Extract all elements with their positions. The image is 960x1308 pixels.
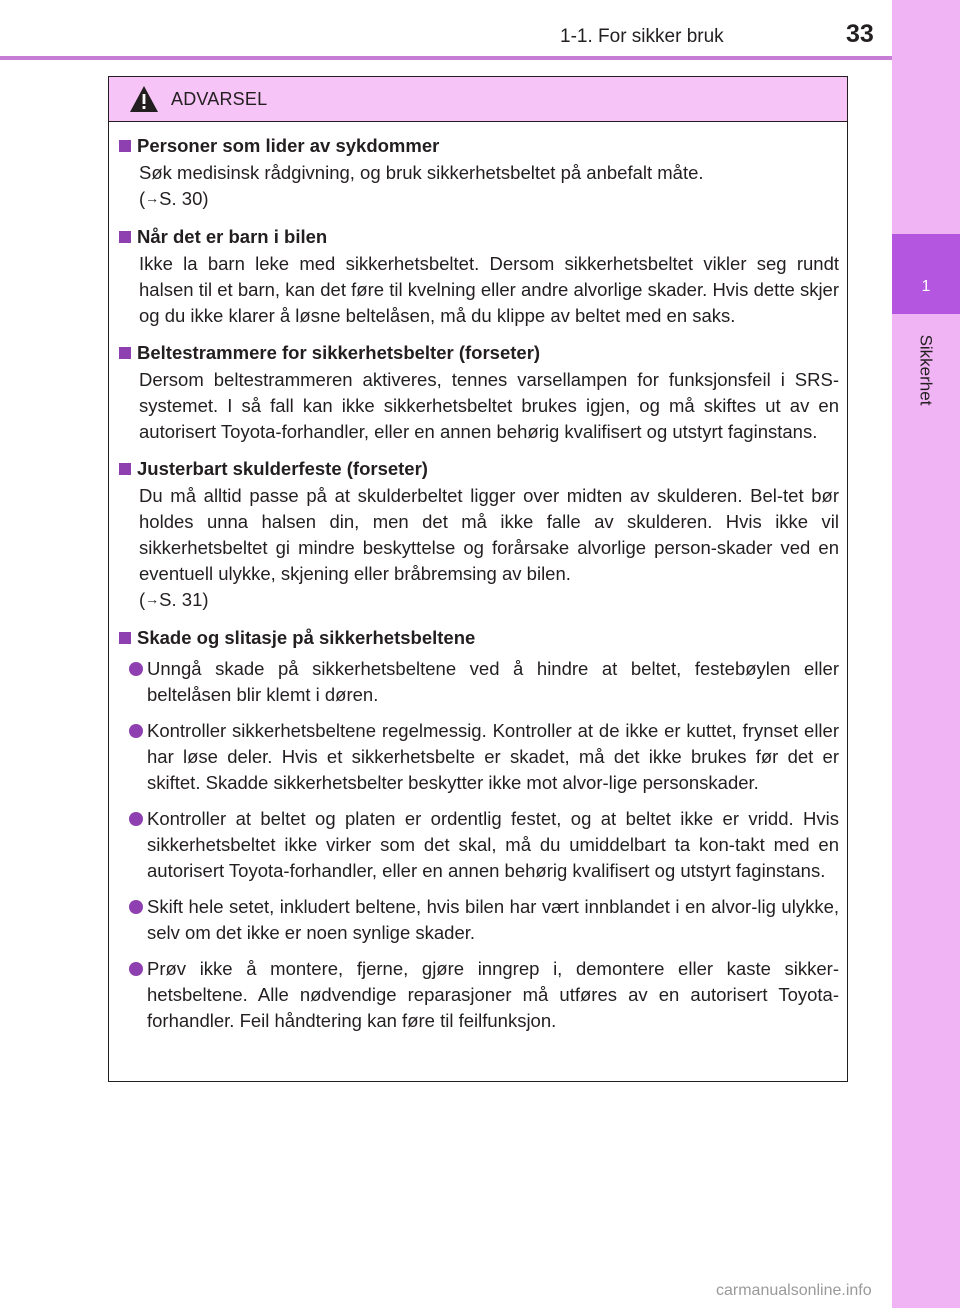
topic-children — [119, 223, 839, 329]
list-item — [129, 956, 839, 1034]
warning-label: ADVARSEL — [171, 88, 268, 109]
topic-text: Ikke la barn leke med sikkerhetsbeltet. Dersom sikkerhetsbeltet vikler seg rundt halsen til et barn, kan det føre til kvelning eller andre alvorlige skader. Hvis dette skjer og du ikke klarer å løsne beltelåsen, må du klippe av beltet med en saks. — [139, 253, 839, 326]
topic-text: Dersom beltestrammeren aktiveres, tennes varsellampen for funksjonsfeil i SRS-systemet. I så fall kan ikke sikkerhetsbeltet brukes igjen, og må skiftes ut av en autorisert Toyota-forhandler, eller en annen behørig kvalifisert og utstyrt faginstans. — [139, 369, 839, 442]
warning-box — [108, 76, 848, 1082]
topic-heading: Når det er barn i bilen — [137, 226, 328, 247]
topic-heading: Beltestrammere for sikkerhetsbelter (forseter) — [137, 342, 541, 363]
list-item — [129, 806, 839, 884]
topic-heading: Personer som lider av sykdommer — [137, 135, 440, 156]
topic-text: Søk medisinsk rådgivning, og bruk sikkerhetsbeltet på anbefalt måte. — [139, 162, 704, 183]
watermark: carmanualsonline.info — [716, 1282, 872, 1299]
chapter-label — [895, 322, 955, 418]
page-reference-text: S. 30 — [159, 188, 203, 209]
round-bullet-icon — [129, 662, 143, 676]
chapter-number: 1 — [921, 278, 931, 295]
page-reference[interactable]: (→S. 31) — [139, 589, 209, 610]
warning-triangle-icon — [129, 85, 159, 113]
page-number: 33 — [846, 20, 874, 48]
topic-pretensioners — [119, 339, 839, 445]
list-item-text: Skift hele setet, inkludert beltene, hvis bilen har vært innblandet i en alvor-lig ulykke, selv om det ikke er noen synlige skader. — [147, 896, 839, 943]
topic-damage — [119, 624, 839, 1034]
topic-illness — [119, 132, 839, 213]
side-bar — [892, 0, 960, 1308]
section-title: 1-1. For sikker bruk — [560, 26, 724, 47]
warning-header — [109, 77, 847, 122]
square-bullet-icon — [119, 463, 131, 475]
topic-heading: Justerbart skulderfeste (forseter) — [137, 458, 428, 479]
topic-shoulder-anchor — [119, 455, 839, 614]
list-item — [129, 718, 839, 796]
arrow-right-icon: → — [145, 591, 160, 607]
topic-text: Du må alltid passe på at skulderbeltet ligger over midten av skulderen. Bel-tet bør holdes unna halsen din, men det må ikke falle av skulderen. Hvis ikke vil sikkerhetsbeltet gi mindre beskyttelse og forårsake alvorlige person-skader ved en eventuell ulykke, skjening eller bråbremsing av bilen. — [139, 485, 839, 584]
square-bullet-icon — [119, 140, 131, 152]
list-item — [129, 656, 839, 708]
round-bullet-icon — [129, 724, 143, 738]
round-bullet-icon — [129, 962, 143, 976]
round-bullet-icon — [129, 900, 143, 914]
square-bullet-icon — [119, 347, 131, 359]
list-item-text: Prøv ikke å montere, fjerne, gjøre inngrep i, demontere eller kaste sikker-hetsbeltene. Alle nødvendige reparasjoner må utføres av en autorisert Toyota-forhandler. Feil håndtering kan føre til feilfunksjon. — [147, 958, 839, 1031]
list-item-text: Kontroller at beltet og platen er ordentlig festet, og at beltet ikke er vridd. Hvis sikkerhetsbeltet ikke virker som det skal, må du umiddelbart ta kon-takt med en autorisert Toyota-forhandler, eller en annen behørig kvalifisert og utstyrt faginstans. — [147, 808, 839, 881]
warning-body — [109, 122, 847, 1034]
topic-heading: Skade og slitasje på sikkerhetsbeltene — [137, 627, 476, 648]
round-bullet-icon — [129, 812, 143, 826]
header-rule — [0, 56, 892, 60]
square-bullet-icon — [119, 231, 131, 243]
arrow-right-icon: → — [145, 190, 160, 206]
chapter-label-text: Sikkerhet — [916, 334, 935, 406]
list-item — [129, 894, 839, 946]
list-item-text: Kontroller sikkerhetsbeltene regelmessig. Kontroller at de ikke er kuttet, frynset eller har løse deler. Hvis et sikkerhetsbelte er skadet, må det ikke brukes før det er skiftet. Skadde sikkerhetsbelter beskytter ikke mot alvor-lige personskader. — [147, 720, 839, 793]
page-reference[interactable]: (→S. 30) — [139, 188, 209, 209]
chapter-tab[interactable] — [892, 234, 960, 314]
list-item-text: Unngå skade på sikkerhetsbeltene ved å hindre at beltet, festebøylen eller beltelåsen blir klemt i døren. — [147, 658, 839, 705]
page-reference-text: S. 31 — [159, 589, 203, 610]
square-bullet-icon — [119, 632, 131, 644]
